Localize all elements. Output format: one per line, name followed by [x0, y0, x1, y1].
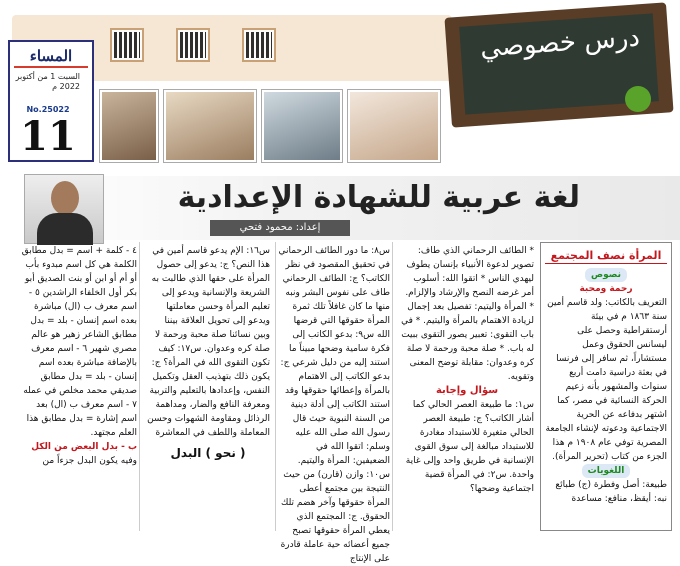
qr-code-icon[interactable] — [112, 30, 142, 60]
column-heading: المرأة نصف المجتمع — [545, 249, 667, 264]
section-heading: سؤال وإجابة — [435, 385, 499, 396]
photo-strip — [100, 90, 440, 162]
section-tag: نصوص — [585, 268, 627, 282]
column-3 — [275, 242, 393, 564]
author-portrait — [24, 174, 104, 244]
body-text: وفيه يكون البدل جزءاً من — [42, 456, 137, 466]
classroom-photo — [100, 90, 158, 162]
chalkboard-title: درس خصوصي — [479, 22, 641, 64]
body-text: ٤ - كلمة + اسم = بدل مطابق الكلمة هي كل اسم مبدوء بأب أو أم أو ابن أو بنت الصديق أبو بكر أول الخلفاء الراشدين ٥ - اسم معرف ب (ال) مباشرة بعده اسم إنسان - بلد = بدل مطابق الشاعر زهير هو عالم مصري شهير ٦ - اسم معرف بالإضافة مباشرة بعده اسم إنسان - بلد = بدل مطابق صديقي محمد مخلص في عمله ٧ - اسم معرف ب (ال) بعد اسم إشارة = بدل مطابق هذا العلم مجتهد. — [21, 246, 137, 438]
newspaper-logo: المساء — [14, 46, 88, 68]
issue-number: No.25022 — [26, 105, 70, 114]
qr-code-icon[interactable] — [178, 30, 208, 60]
article-title: لغة عربية للشهادة الإعدادية — [177, 180, 580, 215]
classroom-photo — [164, 90, 256, 162]
author-label: إعداد: محمود فتحي — [210, 220, 350, 236]
body-text: س١: ما طبيعة العصر الحالي كما أشار الكاتب؟ ج: طبيعة العصر الحالي متغيرة للاستبداد مغادرة للاستبداد مبالغة إلى سوق القوى الإنسانية في طريق واحد وإلى غاية واحدة. س٢: في المرأة قضية اجتماعية وضحها؟ — [405, 400, 534, 494]
body-text: التعريف بالكاتب: ولد قاسم أمين سنة ١٨٦٣ م في بيئة أرستقراطية وحصل على ليسانس الحقوق وعمل مستشاراً، ثم سافر إلى فرنسا في بعثة دراسية دامت أربع سنوات والمشهور بأنه زعيم الحركة النسائية في مصر، كما اشتهر بدفاعه عن الحرية الاجتماعية ودعوته لإنشاء الجامعة المصرية توفي عام ١٩٠٨ م هذا الجزء من كتاب (تحرير المرأة). — [545, 298, 667, 462]
body-text: طبيعة: أصل وفطرة (ج) طبائع نبه: أيقظ، منافع: مساعدة — [555, 480, 667, 504]
student-photo — [348, 90, 440, 162]
section-heading: ( نحو ) البدل — [170, 446, 246, 460]
column-2 — [398, 242, 536, 531]
classroom-photo — [262, 90, 342, 162]
body-text: * الطائف الرحماني الذي طاف: تصوير لدعوة الأنبياء بإنسان يطوف ليهدي الناس * اتقوا الله: أسلوب أمر غرضه النصح والإرشاد والإلزام. * المرأة واليتيم: تفصيل بعد إجمال لزيادة الاهتمام بالمرأة واليتيم. * في باب التقوى: تعبير يصور التقوى ببيت له باب. * صلة محبة ورحمة لا صلة كره وعدوان: مقابلة توضح المعنى وتقويه. — [401, 246, 534, 382]
apple-icon — [625, 86, 651, 112]
day-number: 11 — [20, 113, 76, 160]
qr-code-icon[interactable] — [244, 30, 274, 60]
column-5 — [18, 242, 140, 531]
section-subtag: رحمة ومحبة — [579, 284, 633, 294]
section-heading: ب - بدل البعض من الكل — [31, 442, 137, 452]
body-text: س٨: ما دور الطائف الرحماني في تحقيق المقصود في نظر الكاتب؟ ج: الطائف الرحماني طاف على نفوس البشر ونبه منها ما كان غافلاً تلك ثمرة المرأة حقوقها التي قرضها الله س٩: بدعو الكاتب إلى فكرة سامية وضحها مبيناً ما استند إليه من دليل شرعي ج: بدعو الكاتب إلى الاهتمام بالمرأة وإعطائها حقوقها وقد استند الكاتب إلى أدلة دينية من السنة النبوية حيث قال رسول الله صلى الله عليه وسلم: اتقوا الله في الضعيفين: المرأة واليتيم. س١٠: وازن (قارن) من حيث النتيجة بين مجتمع أعطى المرأة حقوقها وآخر هضم تلك الحقوق. ج: المجتمع الذي يعطي المرأة حقوقها تصبح جميع أعضائه حية عاملة قادرة على الإنتاج — [278, 246, 390, 564]
body-text: س١٦: الإم يدعو قاسم أمين في هذا النص؟ ج: يدعو إلى حصول المرأة على حقها الذي طالبت به الشريعة والإنسانية ويدعو إلى تعليم المرأة وحسن معاملتها ويدعو إلى تحويل العلاقة بيننا وبين نسائنا صلة محبة ورحمة لا صلة كره وعدوان. س١٧: كيف تكون التقوى الله في المرأة؟ ج: يكون ذلك بتهذيب العقل وتكميل النفس، وإعدادها بالتعليم والتربية ومعرفة النافع والضار، ومداهمة الرذائل ومقاومة الشهوات وحسن المعاملة واللطف في المعاشرة — [147, 246, 270, 438]
column-4 — [144, 242, 272, 531]
date-line: السبت 1 من أكتوبر 2022 م — [15, 72, 80, 91]
section-tag: اللغويات — [582, 464, 631, 478]
column-1 — [540, 242, 672, 531]
